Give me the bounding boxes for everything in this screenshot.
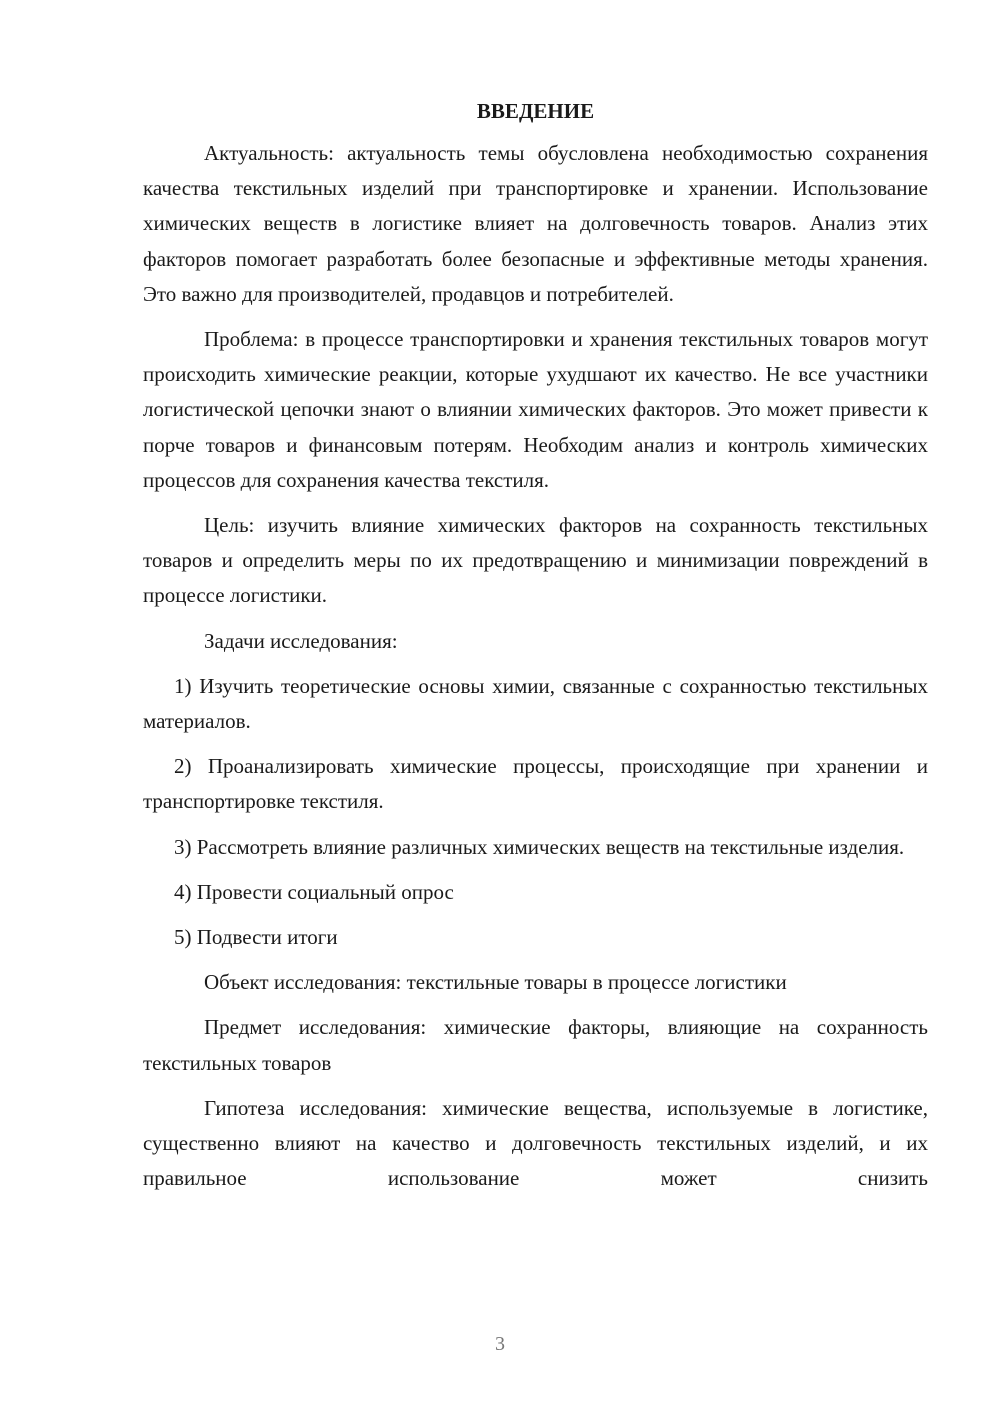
page-number: 3 (495, 1333, 505, 1355)
paragraph-relevance: Актуальность: актуальность темы обусловлена необходимостью сохранения качества текстильных изделий при транспортировке и хранении. Использование химических веществ в логистике влияет на долговечность товаров. Анализ этих факторов помогает разработать более безопасные и эффективные методы хранения. Это важно для производителей, продавцов и потребителей. (143, 141, 928, 306)
paragraph-subject: Предмет исследования: химические факторы, влияющие на сохранность текстильных товаров (143, 1015, 928, 1075)
paragraph-problem: Проблема: в процессе транспортировки и хранения текстильных товаров могут происходить химические реакции, которые ухудшают их качество. Не все участники логистической цепочки знают о влиянии химических факторов. Это может привести к порче товаров и финансовым потерям. Необходим анализ и контроль химических процессов для сохранения качества текстиля. (143, 327, 928, 492)
paragraph-goal: Цель: изучить влияние химических факторов на сохранность текстильных товаров и определить меры по их предотвращению и минимизации повреждений в процессе логистики. (143, 513, 928, 608)
paragraph-object: Объект исследования: текстильные товары в процессе логистики (204, 970, 787, 995)
task-item-3: 3) Рассмотреть влияние различных химических веществ на текстильные изделия. (174, 834, 905, 859)
paragraph-tasks-heading: Задачи исследования: (204, 628, 398, 653)
paragraph-hypothesis: Гипотеза исследования: химические вещества, используемые в логистике, существенно влияют на качество и долговечность текстильных изделий, и их правильное использование может снизить (143, 1095, 928, 1191)
document-page (143, 96, 928, 1206)
task-item-2: 2) Проанализировать химические процессы, происходящие при хранении и транспортировке текстиля. (143, 754, 928, 814)
section-title: ВВЕДЕНИЕ (476, 99, 595, 123)
task-item-5: 5) Подвести итоги (174, 925, 338, 950)
task-item-1: 1) Изучить теоретические основы химии, связанные с сохранностью текстильных материалов. (143, 673, 928, 734)
task-item-4: 4) Провести социальный опрос (174, 879, 454, 904)
